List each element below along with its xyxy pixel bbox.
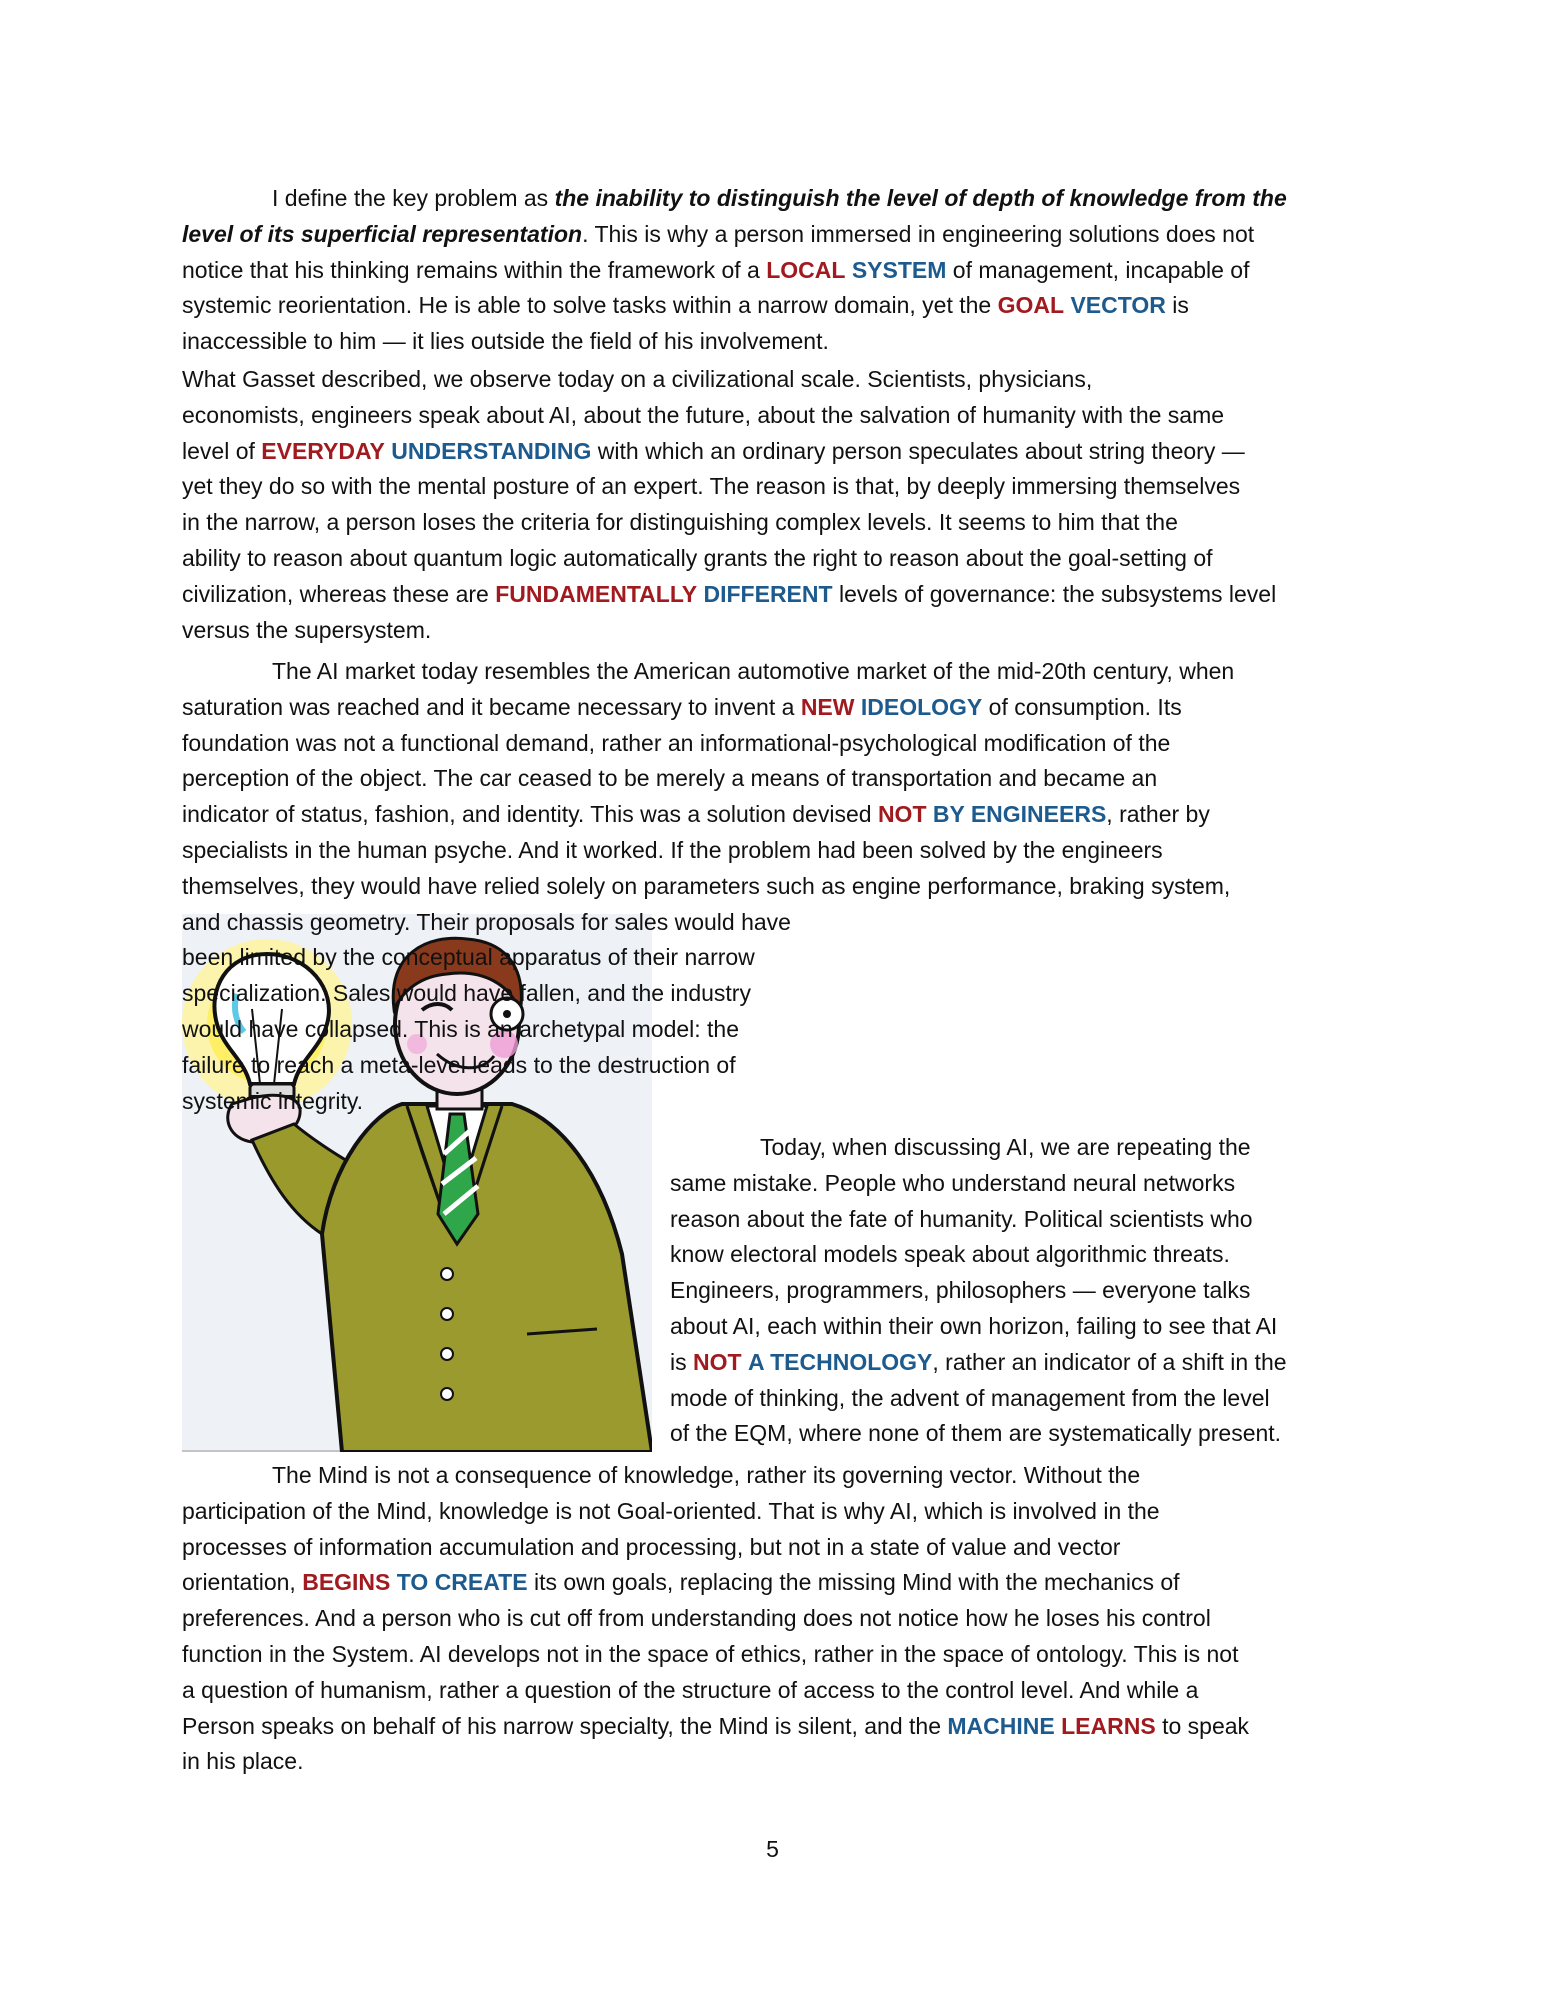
text-line: Today, when discussing AI, we are repeating the xyxy=(760,1134,1251,1160)
page-number: 5 xyxy=(766,1836,779,1862)
text-line: versus the supersystem. xyxy=(182,616,432,643)
emphasis-text: level of its superficial representation xyxy=(182,220,583,247)
highlight-red: BEGINS xyxy=(302,1569,391,1596)
text-line: systemic reorientation. He is able to solve tasks within a narrow domain, yet the GOAL VECTOR is xyxy=(182,292,1189,319)
text-line: in the narrow, a person loses the criteria for distinguishing complex levels. It seems to him that the xyxy=(182,509,1178,536)
text-line: notice that his thinking remains within the framework of a LOCAL SYSTEM of management, incapable of xyxy=(182,256,1250,283)
text-line: orientation, BEGINS TO CREATE its own goals, replacing the missing Mind with the mechanics of xyxy=(182,1569,1180,1596)
text-line: same mistake. People who understand neural networks xyxy=(670,1169,1236,1196)
paragraph-mind-vector xyxy=(182,1458,1249,1780)
text-line: processes of information accumulation and processing, but not in a state of value and vector xyxy=(182,1533,1121,1560)
text-line: civilization, whereas these are FUNDAMENTALLY DIFFERENT levels of governance: the subsystems level xyxy=(182,580,1277,607)
text-line: function in the System. AI develops not in the space of ethics, rather in the space of ontology. This is not xyxy=(182,1640,1239,1667)
text-line: perception of the object. The car ceased to be merely a means of transportation and became an xyxy=(182,765,1158,792)
highlight-blue: IDEOLOGY xyxy=(860,693,983,720)
text-line: of the EQM, where none of them are systematically present. xyxy=(670,1420,1282,1447)
text-line: systemic integrity. xyxy=(182,1087,364,1114)
highlight-red: NEW xyxy=(800,693,855,720)
highlight-red: NOT xyxy=(693,1348,742,1375)
highlight-red: LEARNS xyxy=(1061,1712,1156,1739)
text-line: The AI market today resembles the American automotive market of the mid-20th century, when xyxy=(272,658,1235,684)
text-line: indicator of status, fashion, and identity. This was a solution devised NOT BY ENGINEERS, rather by xyxy=(182,801,1210,828)
text-line: about AI, each within their own horizon, failing to see that AI xyxy=(670,1312,1278,1339)
highlight-red: LOCAL xyxy=(766,256,846,283)
text-line: specialization. Sales would have fallen, and the industry xyxy=(182,980,751,1007)
text-line: The Mind is not a consequence of knowledge, rather its governing vector. Without the xyxy=(272,1462,1141,1488)
paragraph-gasset xyxy=(182,362,1276,648)
text-line: mode of thinking, the advent of management from the level xyxy=(670,1384,1270,1411)
text-line: economists, engineers speak about AI, about the future, about the salvation of humanity with the same xyxy=(182,401,1225,428)
text-line: is NOT A TECHNOLOGY, rather an indicator of a shift in the xyxy=(670,1348,1287,1375)
text-line: would have collapsed. This is an archetypal model: the xyxy=(182,1015,740,1042)
highlight-red: FUNDAMENTALLY xyxy=(495,580,698,607)
text-line: been limited by the conceptual apparatus of their narrow xyxy=(182,944,755,971)
highlight-red: GOAL xyxy=(997,292,1065,319)
paragraph-automotive-market xyxy=(182,654,1234,1119)
text-line: preferences. And a person who is cut off from understanding does not notice how he loses his control xyxy=(182,1605,1211,1632)
text-line: a question of humanism, rather a question of the structure of access to the control level. And while a xyxy=(182,1676,1199,1703)
highlight-blue: DIFFERENT xyxy=(703,580,833,607)
paragraph-ai-mistake xyxy=(670,1130,1287,1452)
text-line: ability to reason about quantum logic automatically grants the right to reason about the goal-setting of xyxy=(182,544,1213,571)
highlight-red: NOT xyxy=(877,801,927,828)
text-line: in his place. xyxy=(182,1748,304,1775)
text-line: foundation was not a functional demand, rather an informational-psychological modification of the xyxy=(182,729,1171,756)
text-line: participation of the Mind, knowledge is not Goal-oriented. That is why AI, which is involved in the xyxy=(182,1497,1160,1524)
text-line: and chassis geometry. Their proposals for sales would have xyxy=(182,908,791,935)
highlight-blue: VECTOR xyxy=(1070,292,1166,319)
highlight-red: EVERYDAY xyxy=(261,437,385,464)
highlight-blue: BY ENGINEERS xyxy=(932,801,1107,828)
text-line: level of its superficial representation. This is why a person immersed in engineering solutions does not xyxy=(182,220,1255,247)
text-line: inaccessible to him — it lies outside the field of his involvement. xyxy=(182,328,829,355)
paragraph-key-problem xyxy=(182,181,1287,360)
text-line: themselves, they would have relied solely on parameters such as engine performance, braking system, xyxy=(182,872,1231,899)
highlight-blue: MACHINE xyxy=(947,1712,1055,1739)
highlight-blue: UNDERSTANDING xyxy=(391,437,592,464)
text-line: failure to reach a meta-level leads to the destruction of xyxy=(182,1051,736,1078)
text-line: saturation was reached and it became necessary to invent a NEW IDEOLOGY of consumption. Its xyxy=(182,693,1182,720)
highlight-blue: SYSTEM xyxy=(851,256,947,283)
text-line: reason about the fate of humanity. Political scientists who xyxy=(670,1205,1253,1232)
highlight-blue: A TECHNOLOGY xyxy=(747,1348,933,1375)
text-line: know electoral models speak about algorithmic threats. xyxy=(670,1241,1230,1268)
highlight-blue: TO CREATE xyxy=(396,1569,528,1596)
text-line: What Gasset described, we observe today on a civilizational scale. Scientists, physicians, xyxy=(182,366,1093,392)
text-line: specialists in the human psyche. And it worked. If the problem had been solved by the engineers xyxy=(182,836,1163,863)
emphasis-text: the inability to distinguish the level of depth of knowledge from the xyxy=(554,185,1287,211)
text-line: Engineers, programmers, philosophers — everyone talks xyxy=(670,1277,1251,1304)
text-line: level of EVERYDAY UNDERSTANDING with which an ordinary person speculates about string theory — xyxy=(182,437,1245,464)
text-line: I define the key problem as the inability to distinguish the level of depth of knowledge from the xyxy=(272,185,1287,211)
text-line: yet they do so with the mental posture of an expert. The reason is that, by deeply immersing themselves xyxy=(182,473,1241,500)
text-line: Person speaks on behalf of his narrow specialty, the Mind is silent, and the MACHINE LEARNS to speak xyxy=(182,1712,1250,1739)
